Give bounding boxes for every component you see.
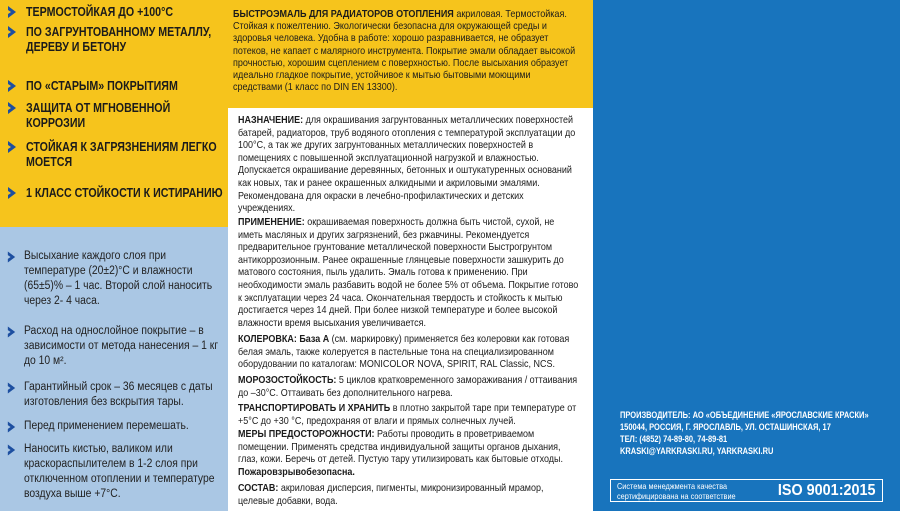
transport-text: в плотно закрытой таре при температуре от +5°С до +30 °С, предохраняя от влаги и прямых солнечных лучей. xyxy=(238,402,577,427)
notes-panel xyxy=(0,227,228,511)
chevron-right-icon xyxy=(6,251,18,263)
note-text: Высыхание каждого слоя при температуре (20±2)°С и влажности (65±5)% – 1 час. Второй слой наносить через 2- 4 часа. xyxy=(24,250,213,307)
middle-column xyxy=(228,0,593,511)
frost-text: 5 циклов кратковременного замораживания / оттаивания до –30°С. Оттаивать без дополнительного нагрева. xyxy=(238,374,578,399)
feature-item xyxy=(6,24,228,54)
chevron-right-icon xyxy=(6,187,18,199)
note-text: Наносить кистью, валиком или краскораспылителем в 1-2 слоя при отключенном отоплении и температуре воздуха выше +7°С. xyxy=(24,443,215,500)
chevron-right-icon xyxy=(6,6,18,18)
feature-item xyxy=(6,4,228,19)
transport-title: ТРАНСПОРТИРОВАТЬ И ХРАНИТЬ xyxy=(238,402,391,414)
left-column xyxy=(0,0,228,511)
note-item xyxy=(6,249,228,309)
chevron-right-icon xyxy=(6,26,18,38)
iso-caption: Система менеджмента качества сертифицирована на соответствие xyxy=(617,481,736,501)
note-text: Расход на однослойное покрытие – в зависимости от метода нанесения – 1 кг до 10 м². xyxy=(24,325,219,367)
feature-text: ПО «СТАРЫМ» ПОКРЫТИЯМ xyxy=(26,78,178,93)
manufacturer-phone: ТЕЛ: (4852) 74-89-80, 74-89-81 xyxy=(620,434,728,445)
safety-title: МЕРЫ ПРЕДОСТОРОЖНОСТИ: xyxy=(238,428,375,440)
feature-text: ПО ЗАГРУНТОВАННОМУ МЕТАЛЛУ, ДЕРЕВУ И БЕТОНУ xyxy=(26,24,212,54)
feature-text: ТЕРМОСТОЙКАЯ ДО +100°С xyxy=(26,4,174,19)
application-text: окрашиваемая поверхность должна быть чистой, сухой, не иметь масляных и других загрязнений, без ржавчины. Рекомендуется предварительное грунтование металлической поверхности Быстрогрунтом антикоррозионным. Ранее окрашенные глянцевые поверхности зашкурить до матового состояния, пыль удалить. Эмаль готова к применению. При необходимости эмаль разбавить водой не более 5% от объема. Покрытие готово к эксплуатации через 24 часа. Окончательная твердость и стойкость к мытью достигается через 14 дней. При более низкой температуре и более высокой влажности время высыхания увеличивается. xyxy=(238,216,579,329)
purpose-title: НАЗНАЧЕНИЕ: xyxy=(238,114,304,126)
purpose-section xyxy=(238,114,580,215)
intro-text: акриловая. Термостойкая. Стойкая к пожелтению. Экологически безопасна для окружающей среды и здоровья человека. Удобна в работе: хорошо разравнивается, не образует потеков, не капает с малярного инструмента. Покрытие эмали обладает высокой прочностью, хорошим сцеплением с поверхностью. После высыхания образует идеально гладкое покрытие, устойчивое к мытью бытовыми моющими средствами (1 класс по DIN EN 13300). xyxy=(233,8,576,94)
manufacturer-info xyxy=(620,410,877,458)
frost-section xyxy=(238,374,580,399)
right-column xyxy=(593,0,900,511)
chevron-right-icon xyxy=(6,421,18,433)
iso-certificate-box xyxy=(610,479,883,502)
safety-section xyxy=(238,428,580,466)
purpose-text: для окрашивания загрунтованных металлических поверхностей батарей, радиаторов, труб водяного отопления с температурой эксплуатации до 100°С, а так же других загрунтованных металлических поверхностей в помещениях с повышенной эксплуатационной нагрузкой и влажностью. Допускается окрашивание деревянных, бетонных и оштукатуренных оснований как новых, так и ранее окрашенных алкидными и акриловыми эмалями. Рекомендована для окраски в лечебно-профилактических и детских учреждениях. xyxy=(238,114,576,215)
safety-text: Работы проводить в проветриваемом помещении. Применять средства индивидуальной защиты органов дыхания, глаз, кожи. Беречь от детей. Пустую тару утилизировать как бытовые отходы. xyxy=(238,428,564,466)
features-panel xyxy=(0,0,228,227)
tinting-section xyxy=(238,333,580,371)
chevron-right-icon xyxy=(6,382,18,394)
intro-paragraph xyxy=(233,8,581,93)
note-text: Перед применением перемешать. xyxy=(24,420,189,432)
note-item xyxy=(6,380,228,410)
application-title: ПРИМЕНЕНИЕ: xyxy=(238,216,305,228)
composition-text: акриловая дисперсия, пигменты, микронизированный мрамор, целевые добавки, вода. xyxy=(238,482,544,507)
note-text: Гарантийный срок – 36 месяцев с даты изготовления без вскрытия тары. xyxy=(24,381,213,408)
tinting-title: КОЛЕРОВКА: xyxy=(238,333,297,345)
composition-section xyxy=(238,482,580,507)
chevron-right-icon xyxy=(6,326,18,338)
chevron-right-icon xyxy=(6,102,18,114)
feature-item xyxy=(6,78,228,93)
note-item xyxy=(6,442,228,502)
chevron-right-icon xyxy=(6,80,18,92)
feature-item xyxy=(6,139,228,169)
feature-text: СТОЙКАЯ К ЗАГРЯЗНЕНИЯМ ЛЕГКО МОЕТСЯ xyxy=(26,139,217,169)
product-title: БЫСТРОЭМАЛЬ ДЛЯ РАДИАТОРОВ ОТОПЛЕНИЯ xyxy=(233,8,454,20)
tinting-base: База А xyxy=(296,333,330,345)
application-section xyxy=(238,216,580,329)
transport-section xyxy=(238,402,580,427)
note-item xyxy=(6,324,228,369)
fire-title: Пожаровзрывобезопасна. xyxy=(238,466,355,478)
composition-title: СОСТАВ: xyxy=(238,482,279,494)
manufacturer-panel xyxy=(593,0,900,511)
feature-item xyxy=(6,185,228,200)
fire-section xyxy=(238,466,580,479)
chevron-right-icon xyxy=(6,444,18,456)
manufacturer-address: 150044, РОССИЯ, Г. ЯРОСЛАВЛЬ, УЛ. ОСТАШИНСКАЯ, 17 xyxy=(620,422,831,433)
chevron-right-icon xyxy=(6,141,18,153)
feature-text: ЗАЩИТА ОТ МГНОВЕННОЙ КОРРОЗИИ xyxy=(26,100,171,130)
iso-standard: ISO 9001:2015 xyxy=(778,482,876,499)
note-item xyxy=(6,419,228,434)
feature-text: 1 КЛАСС СТОЙКОСТИ К ИСТИРАНИЮ xyxy=(26,185,223,200)
intro-panel xyxy=(228,0,593,108)
manufacturer-web: KRASKI@YARKRASKI.RU, YARKRASKI.RU xyxy=(620,446,774,457)
feature-item xyxy=(6,100,228,130)
tinting-text: (см. маркировку) применяется без колеровки как готовая белая эмаль, также колеруется в пастельные тона на специализированном оборудовании по каталогам: MONICOLOR NOVA, SPIRIT, RAL Classic, NCS. xyxy=(238,333,570,371)
manufacturer-name: ПРОИЗВОДИТЕЛЬ: АО «ОБЪЕДИНЕНИЕ «ЯРОСЛАВСКИЕ КРАСКИ» xyxy=(620,410,869,421)
frost-title: МОРОЗОСТОЙКОСТЬ: xyxy=(238,374,337,386)
